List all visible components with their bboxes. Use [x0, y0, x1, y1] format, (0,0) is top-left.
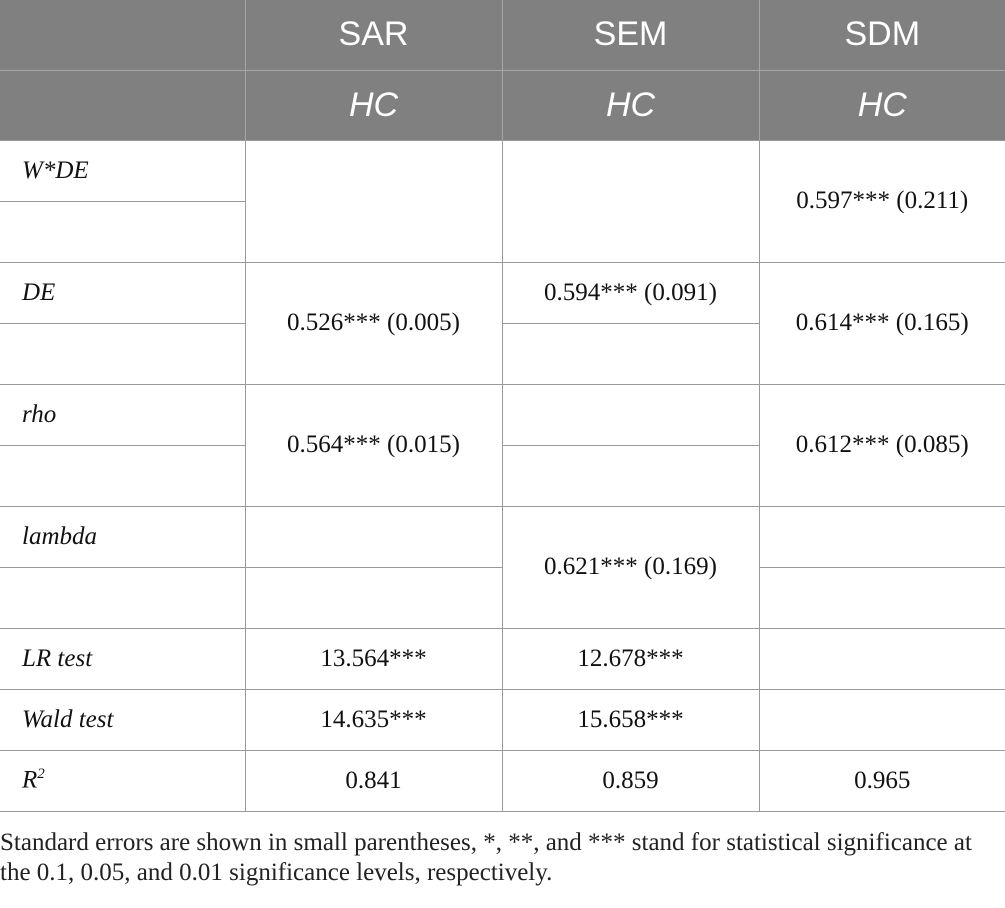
table-row-de [0, 262, 1005, 323]
header-model-sem: SEM [502, 0, 759, 70]
header-corner [0, 0, 245, 70]
cell-de-sdm: 0.614*** (0.165) [759, 262, 1005, 384]
row-label-de-sub [0, 323, 245, 384]
header-dependent-sar: HC [245, 70, 502, 140]
cell-lr-sdm [759, 628, 1005, 689]
cell-wde-sdm: 0.597*** (0.211) [759, 201, 1005, 262]
table-footnote: Standard errors are shown in small parentheses, *, **, and *** stand for statistical significance at the 0.1, 0.05, and 0.01 significance levels, respectively. [0, 829, 972, 886]
table-row-r-squared [0, 750, 1005, 811]
header-row-dependent [0, 70, 1005, 140]
row-label-rho-sub [0, 445, 245, 506]
r-squared-base: R [22, 766, 38, 794]
header-model-sdm: SDM [759, 0, 1005, 70]
table-row-lambda [0, 506, 1005, 567]
r-squared-exponent: 2 [37, 766, 45, 783]
cell-r2-sdm: 0.965 [759, 750, 1005, 811]
cell-lambda-sar [245, 506, 502, 567]
cell-wald-sdm [759, 689, 1005, 750]
cell-lambda-sem: 0.621*** (0.169) [502, 506, 759, 628]
header-corner-sub [0, 70, 245, 140]
row-label-wde-sub [0, 201, 245, 262]
cell-de-sem-sub [502, 323, 759, 384]
cell-lambda-sar-sub [245, 567, 502, 628]
cell-lr-sem: 12.678*** [502, 628, 759, 689]
row-label-lr-test: LR test [0, 628, 245, 689]
cell-r2-sar: 0.841 [245, 750, 502, 811]
header-model-sar: SAR [245, 0, 502, 70]
cell-lr-sar: 13.564*** [245, 628, 502, 689]
cell-lambda-sdm-sub [759, 567, 1005, 628]
cell-de-sar: 0.526*** (0.005) [245, 262, 502, 384]
cell-rho-sar: 0.564*** (0.015) [245, 384, 502, 506]
cell-rho-sdm: 0.612*** (0.085) [759, 384, 1005, 506]
header-row-models [0, 0, 1005, 70]
cell-wald-sar: 14.635*** [245, 689, 502, 750]
header-dependent-sem: HC [502, 70, 759, 140]
table-row-lr-test [0, 628, 1005, 689]
cell-wde-sem [502, 140, 759, 262]
table-row-wald-test [0, 689, 1005, 750]
cell-rho-sem [502, 384, 759, 445]
row-label-rho: rho [0, 384, 245, 445]
table-row-rho [0, 384, 1005, 445]
row-label-wald-test: Wald test [0, 689, 245, 750]
row-label-r-squared [0, 750, 245, 811]
cell-wde-sar [245, 140, 502, 262]
cell-wald-sem: 15.658*** [502, 689, 759, 750]
header-dependent-sdm: HC [759, 70, 1005, 140]
row-label-de: DE [0, 262, 245, 323]
cell-lambda-sdm [759, 506, 1005, 567]
cell-rho-sem-sub [502, 445, 759, 506]
row-label-lambda: lambda [0, 506, 245, 567]
cell-r2-sem: 0.859 [502, 750, 759, 811]
cell-de-sem: 0.594*** (0.091) [502, 262, 759, 323]
row-label-lambda-sub [0, 567, 245, 628]
row-label-wde: W*DE [0, 140, 245, 201]
